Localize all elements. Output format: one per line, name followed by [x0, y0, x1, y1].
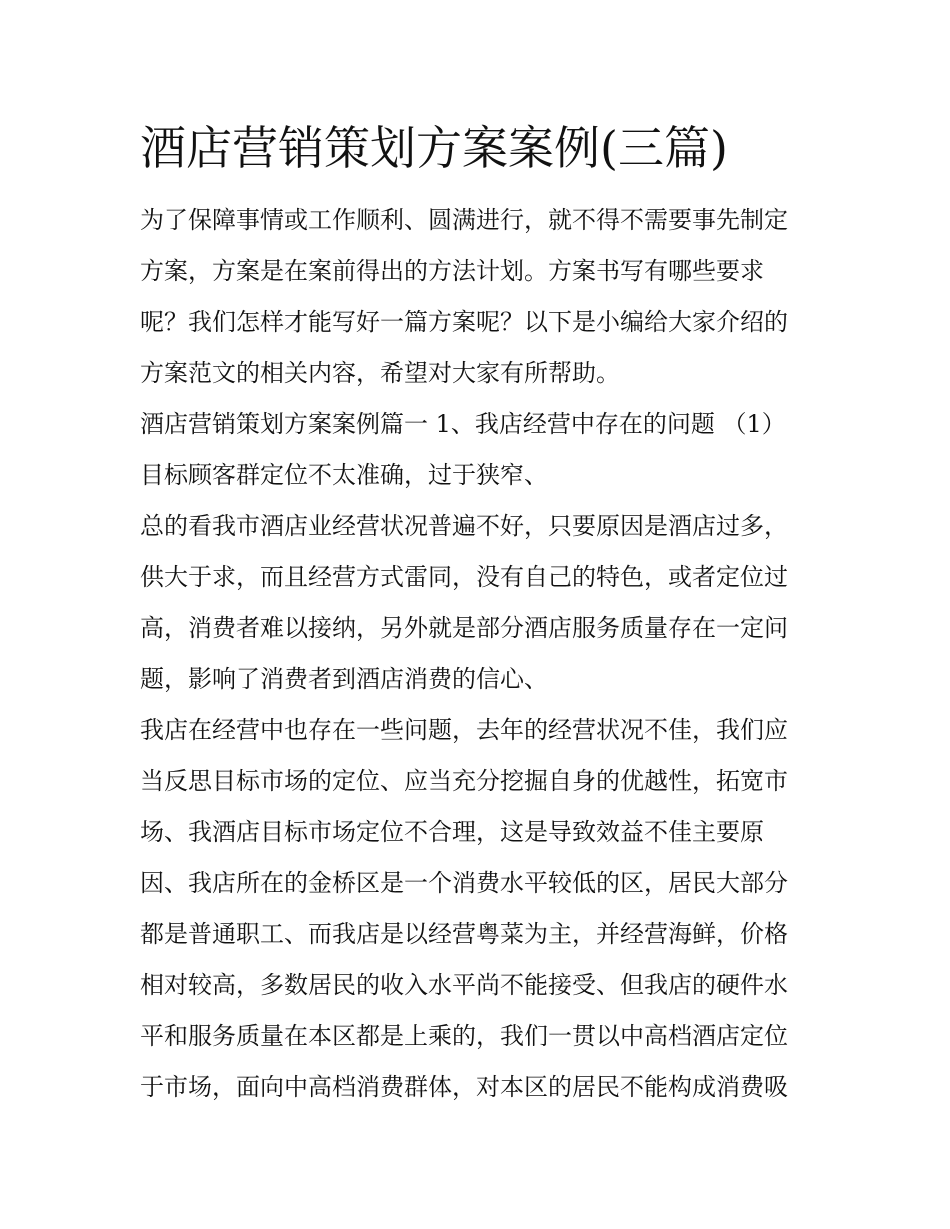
- paragraph-line: 呢？我们怎样才能写好一篇方案呢？以下是小编给大家介绍的: [140, 308, 788, 336]
- paragraph-line: 高，消费者难以接纳，另外就是部分酒店服务质量存在一定问: [140, 614, 788, 642]
- paragraph-line: 方案，方案是在案前得出的方法计划。方案书写有哪些要求: [140, 257, 764, 285]
- paragraph-line: 为了保障事情或工作顺利、圆满进行，就不得不需要事先制定: [140, 206, 788, 234]
- paragraph-line: 都是普通职工、而我店是以经营粤菜为主，并经营海鲜，价格: [140, 920, 788, 948]
- paragraph-line: 我店在经营中也存在一些问题，去年的经营状况不佳，我们应: [140, 716, 788, 744]
- paragraph-line: 目标顾客群定位不太准确，过于狭窄、: [140, 461, 548, 489]
- paragraph-line: 酒店营销策划方案案例篇一 1、我店经营中存在的问题 （1）: [140, 410, 786, 438]
- paragraph-line: 平和服务质量在本区都是上乘的，我们一贯以中高档酒店定位: [140, 1022, 788, 1050]
- paragraph-line: 方案范文的相关内容，希望对大家有所帮助。: [140, 359, 620, 387]
- paragraph-line: 当反思目标市场的定位、应当充分挖掘自身的优越性，拓宽市: [140, 767, 788, 795]
- paragraph-line: 因、我店所在的金桥区是一个消费水平较低的区，居民大部分: [140, 869, 788, 897]
- paragraph-line: 题，影响了消费者到酒店消费的信心、: [140, 665, 548, 693]
- paragraph-line: 供大于求，而且经营方式雷同，没有自己的特色，或者定位过: [140, 563, 788, 591]
- paragraph-line: 场、我酒店目标市场定位不合理，这是导致效益不佳主要原: [140, 818, 764, 846]
- paragraph-line: 于市场，面向中高档消费群体，对本区的居民不能构成消费吸: [140, 1073, 788, 1101]
- document-title: 酒店营销策划方案案例(三篇): [140, 121, 728, 175]
- paragraph-line: 相对较高，多数居民的收入水平尚不能接受、但我店的硬件水: [140, 971, 788, 999]
- paragraph-line: 总的看我市酒店业经营状况普遍不好，只要原因是酒店过多，: [140, 512, 788, 540]
